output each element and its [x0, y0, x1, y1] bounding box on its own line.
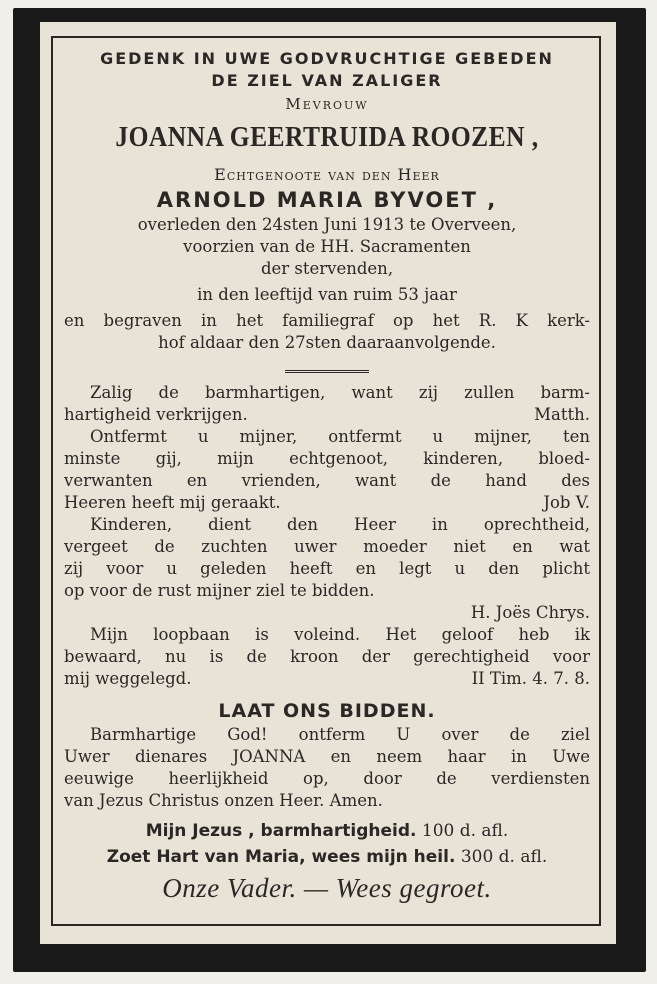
verse-1-text: hartigheid verkrijgen. [64, 405, 248, 424]
verse-4-line-2: bewaard, nu is de kroon der gerechtigheid voor [64, 647, 590, 666]
indulgence-1-text: Mijn Jezus , barmhartigheid. [145, 821, 417, 841]
indulgence-1 [64, 818, 590, 844]
sacraments-line-2: der stervenden, [260, 259, 394, 278]
verse-2-line-1: Ontfermt u mijner, ontfermt u mijner, ten [90, 427, 590, 446]
burial-line-1: en begraven in het familiegraf op het R. K kerk- [64, 311, 590, 330]
burial-line-2: hof aldaar den 27sten daaraanvolgende. [158, 333, 496, 352]
divider [285, 370, 369, 374]
header-line-1: GEDENK IN UWE GODVRUCHTIGE GEBEDEN [100, 49, 554, 68]
header-line-2: DE ZIEL VAN ZALIGER [211, 71, 443, 90]
verse-1-line-1: Zalig de barmhartigen, want zij zullen barm- [90, 383, 590, 402]
verse-2-line-3: verwanten en vrienden, want de hand des [64, 471, 590, 490]
title-mevrouw: Mevrouw [285, 95, 369, 113]
prayer-line-2: Uwer dienares JOANNA en neem haar in Uwe [64, 747, 590, 766]
verse-3-line-3: zij voor u geleden heeft en legt u den plicht [64, 559, 590, 578]
deceased-name: JOANNA GEERTRUIDA ROOZEN , [115, 121, 539, 153]
spouse-intro: Echtgenoote van den Heer [214, 165, 440, 184]
verse-3-line-2: vergeet de zuchten uwer moeder niet en wat [64, 537, 590, 556]
verse-3-line-4: op voor de rust mijner ziel te bidden. [64, 581, 375, 600]
verse-3-source: H. Joës Chrys. [470, 603, 590, 622]
prayer-line-3: eeuwige heerlijkheid op, door de verdiensten [64, 769, 590, 788]
age-line: in den leeftijd van ruim 53 jaar [197, 285, 457, 304]
spouse-name: ARNOLD MARIA BYVOET , [156, 188, 498, 212]
verse-2-source: Job V. [543, 493, 590, 512]
verse-1-source: Matth. [534, 405, 590, 424]
prayer-heading: LAAT ONS BIDDEN. [218, 700, 436, 722]
closing-prayers: Onze Vader. — Wees gegroet. [162, 873, 492, 903]
death-date: overleden den 24sten Juni 1913 te Overveen, [137, 215, 517, 234]
indulgence-1-value: 100 d. afl. [421, 821, 509, 841]
indulgence-2-value: 300 d. afl. [460, 847, 548, 867]
verse-1-line-2 [64, 404, 590, 426]
verse-3-line-1: Kinderen, dient den Heer in oprechtheid, [90, 515, 590, 534]
indulgence-2 [64, 844, 590, 870]
indulgence-2-text: Zoet Hart van Maria, wees mijn heil. [106, 847, 456, 867]
verse-4-line-1: Mijn loopbaan is voleind. Het geloof heb ik [90, 625, 590, 644]
prayer-line-4: van Jezus Christus onzen Heer. Amen. [64, 791, 383, 810]
sacraments-line-1: voorzien van de HH. Sacramenten [183, 237, 471, 256]
prayer-line-1: Barmhartige God! ontferm U over de ziel [90, 725, 590, 744]
verse-4-source: II Tim. 4. 7. 8. [471, 669, 590, 688]
verse-4-text: mij weggelegd. [64, 669, 192, 688]
verse-2-text: Heeren heeft mij geraakt. [64, 493, 281, 512]
verse-4-line-3 [64, 668, 590, 690]
prayer-card-text [64, 44, 590, 906]
verse-2-line-2: minste gij, mijn echtgenoot, kinderen, bloed- [64, 449, 590, 468]
verse-2-line-4 [64, 492, 590, 514]
